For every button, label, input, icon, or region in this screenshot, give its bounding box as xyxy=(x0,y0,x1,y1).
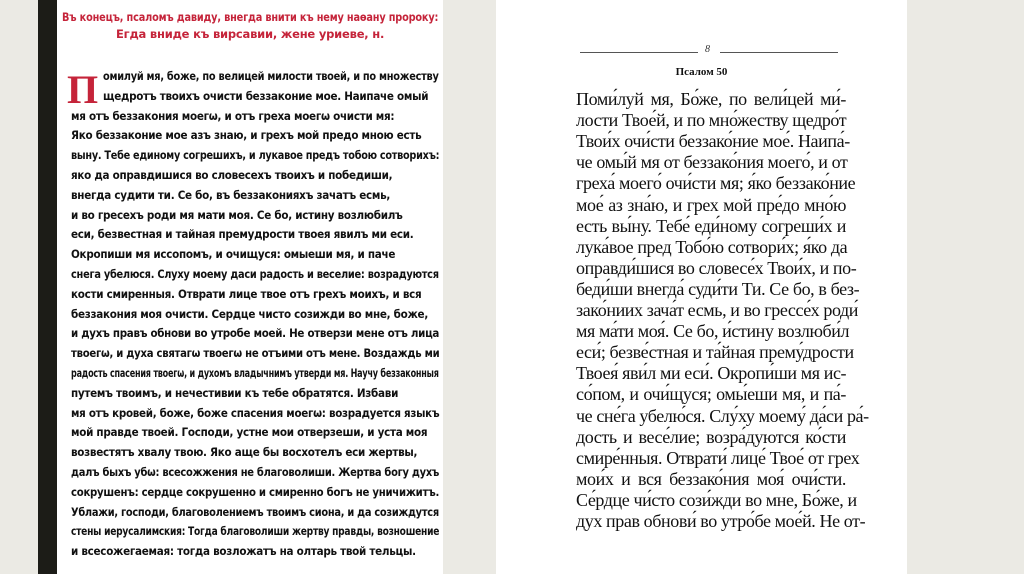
slavonic-text-line: беззакония моя очисти. Сердце чисто созижди во мне, боже, xyxy=(71,307,429,321)
rubric-heading-line: Въ конецъ, псаломъ давиду, внегда внити къ нему наѳану пророку: xyxy=(62,10,439,24)
psalm-text-line: мя ма́ти моя́. Се бо, и́стину возлюби́л xyxy=(576,321,850,342)
slavonic-text-line: путемъ твоимъ, и нечестивии къ тебе обратятся. Избави xyxy=(71,386,399,400)
slavonic-text-line: Ублажи, господи, благоволениемъ твоимъ сиона, и да созиждутся xyxy=(71,505,439,519)
psalm-text-line: дость и весе́лие; возра́дуются ко́сти xyxy=(576,426,846,447)
slavonic-text-line: мой правде твоей. Господи, устне мои отверзеши, и уста моя xyxy=(71,426,428,440)
slavonic-text-line: снега убелюся. Слуху моему даси радость и веселие: возрадуются xyxy=(71,268,439,281)
slavonic-text-line: сокрушенъ: сердце сокрушенно и смиренно богъ не уничижитъ. xyxy=(71,485,440,499)
slavonic-text-line: и во гресехъ роди мя мати моя. Се бо, истину возлюбилъ xyxy=(71,208,403,222)
rule-line xyxy=(720,52,838,53)
slavonic-text-line: внегда судити ти. Се бо, въ беззаконияхъ зачатъ есмь, xyxy=(71,188,391,202)
psalm-text-line: греха́ моего́ очи́сти мя; я́ко беззако́ние xyxy=(576,173,856,194)
slavonic-text-line: возвестятъ хвалу твою. Яко аще бы восхотелъ еси жертвы, xyxy=(71,446,418,460)
psalm-text-line: еси́; безве́стная и та́йная прему́дрости xyxy=(576,342,854,363)
drop-cap-initial: П xyxy=(67,67,99,112)
psalm-text-line: Се́рдце чи́сто сози́жди во мне, Бо́же, и xyxy=(576,489,857,510)
slavonic-text-line: далъ быхъ убω: всесожжения не благоволиши. Жертва богу духъ xyxy=(71,466,440,479)
psalm-text-line: оправди́шися во словесе́х Твои́х, и по- xyxy=(576,257,857,278)
psalm-text-line: лука́вое пред Тобо́ю сотвори́х; я́ко да xyxy=(576,236,848,257)
slavonic-text-line: щедротъ твоихъ очисти беззаконие мое. Наипаче омый xyxy=(103,89,429,103)
slavonic-text-line: яко да оправдишися во словесехъ твоихъ и победиши, xyxy=(71,169,393,182)
slavonic-text-line: стены иерусалимския: Тогда благоволиши жертву правды, возношение xyxy=(71,525,440,539)
church-slavonic-page xyxy=(57,0,443,574)
slavonic-text-line: выну. Тебе единому согрешихъ, и лукавое предъ тобою сотворихъ: xyxy=(71,149,440,163)
slavonic-text-line: и всесожегаемая: тогда возложатъ на олтарь твой тельцы. xyxy=(71,545,416,559)
slavonic-text-line: Окропиши мя иссопомъ, и очищуся: омыеши мя, и паче xyxy=(71,248,396,262)
psalm-text-line: зако́ниих зача́т есмь, и во грессе́х роди́ xyxy=(576,300,859,320)
slavonic-text-line: омилуй мя, боже, по велицей милости твоей, и по множеству xyxy=(103,70,439,83)
slavonic-text-line: и духъ правъ обнови во утробе моей. Не отверзи мене отъ лица xyxy=(71,327,440,341)
page-number: 8 xyxy=(705,44,710,55)
psalm-text-line: беди́ши внегда́ суди́ти Ти. Се бо, в без- xyxy=(576,278,860,299)
slavonic-text-line: мя отъ кровей, боже, боже спасения моегω: возрадуется языкъ xyxy=(71,406,440,420)
slavonic-text-line: радость спасения твоегω, и духомъ владычнимъ утверди мя. Научу беззаконныя xyxy=(71,367,439,380)
psalm-text-line: Твои́х очи́сти беззако́ние мое́. Наипа́- xyxy=(576,131,850,152)
psalm-text-line: смире́нныя. Отврати́ лице́ Твое́ от грех xyxy=(576,447,860,468)
page-number-rule xyxy=(580,44,838,60)
rule-line xyxy=(580,52,698,53)
psalm-text-line: есть вы́ну. Тебе́ еди́ному согреши́х и xyxy=(576,215,846,236)
psalm-title: Псалом 50 xyxy=(675,66,728,78)
slavonic-text-line: Яко беззаконие мое азъ знаю, и грехъ мой предо мною есть xyxy=(71,129,422,143)
psalm-text-line: лости Твое́й, и по мно́жеству щедро́т xyxy=(576,110,847,131)
psalm-text-line: Поми́луй мя, Бо́же, по вели́цей ми́- xyxy=(576,89,846,109)
psalm-text-line: че омы́й мя от беззако́ния моего́, и от xyxy=(576,152,848,173)
slavonic-text-line: еси, безвестная и тайная премудрости твоея явилъ ми еси. xyxy=(71,228,414,242)
psalm-text-line: мои́х и вся беззако́ния моя́ очи́сти. xyxy=(576,468,846,489)
psalm-text-line: Твоея́ яви́л ми еси́. Окропи́ши мя ис- xyxy=(576,363,847,384)
slavonic-text-line: кости смиренныя. Отврати лице твое отъ грехъ моихъ, и вся xyxy=(71,287,422,301)
civil-script-page xyxy=(496,0,907,574)
rubric-heading-line: Егда вниде къ вирсавии, жене уриеве, н. xyxy=(116,27,385,41)
psalm-text-line: дух прав обнови́ во утро́бе мое́й. Не от- xyxy=(576,511,866,531)
psalm-text-line: мое́ аз зна́ю, и грех мой пре́до мно́ю xyxy=(576,194,846,215)
psalm-text-line: че сне́га убелю́ся. Слу́ху моему́ да́си ра́- xyxy=(576,405,869,426)
slavonic-text-line: твоегω, и духа святагω твоегω не отъими отъ мене. Воздаждь ми xyxy=(71,347,440,361)
slide-accent-bar xyxy=(38,0,57,574)
slavonic-text-line: мя отъ беззакония моегω, и отъ греха моегω очисти мя: xyxy=(71,109,395,123)
psalm-text-line: со́пом, и очи́щуся; омы́еши мя, и па́- xyxy=(576,384,846,405)
